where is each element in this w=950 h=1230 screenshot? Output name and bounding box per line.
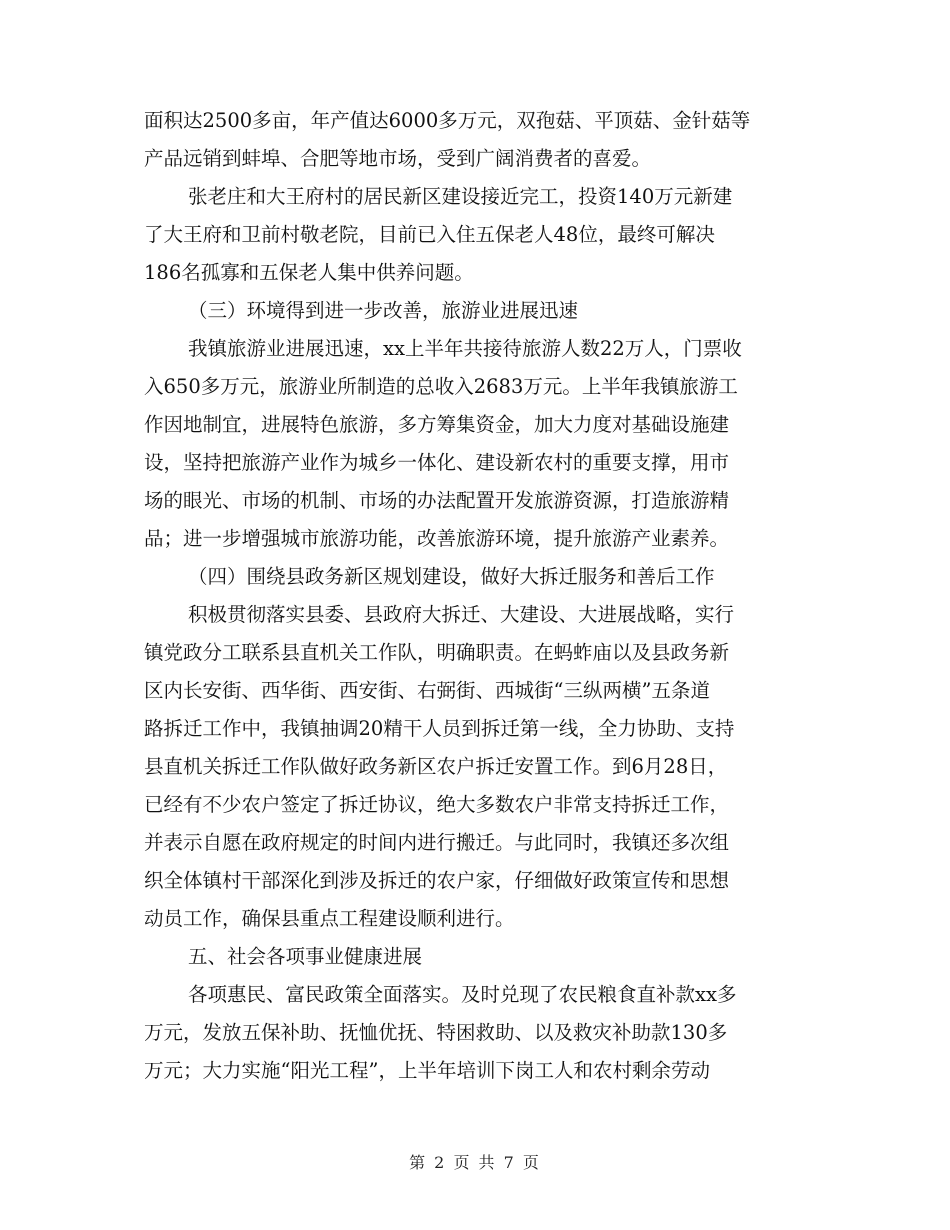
text-line: （三）环境得到进一步改善，旅游业进展迅速	[188, 299, 579, 322]
text-line: 织全体镇村干部深化到涉及拆迁的农户家，仔细做好政策宣传和思想	[144, 869, 730, 892]
text-line: 动员工作，确保县重点工程建设顺利进行。	[144, 907, 515, 930]
text-line: 场的眼光、市场的机制、市场的办法配置开发旅游资源，打造旅游精	[144, 489, 730, 512]
document-body	[144, 102, 808, 1090]
text-line: 路拆迁工作中，我镇抽调20精干人员到拆迁第一线，全力协助、支持	[144, 717, 735, 740]
text-line: 了大王府和卫前村敬老院，目前已入住五保老人48位，最终可解决	[144, 223, 715, 246]
text-line: 万元，发放五保补助、抚恤优抚、特困救助、以及救灾补助款130多	[144, 1021, 728, 1044]
text-line: 万元；大力实施“阳光工程”，上半年培训下岗工人和农村剩余劳动	[144, 1059, 710, 1082]
text-line: 面积达2500多亩，年产值达6000多万元，双孢菇、平顶菇、金针菇等	[144, 109, 751, 132]
text-line: 我镇旅游业进展迅速，xx上半年共接待旅游人数22万人，门票收	[188, 337, 742, 360]
text-line: 已经有不少农户签定了拆迁协议，绝大多数农户非常支持拆迁工作，	[144, 793, 730, 816]
text-line: 区内长安街、西华街、西安街、右弼街、西城街“三纵两横”五条道	[144, 679, 710, 702]
text-line: 作因地制宜，进展特色旅游，多方筹集资金，加大力度对基础设施建	[144, 413, 730, 436]
text-line: （四）围绕县政务新区规划建设，做好大拆迁服务和善后工作	[188, 565, 715, 588]
text-line: 张老庄和大王府村的居民新区建设接近完工，投资140万元新建	[188, 185, 733, 208]
text-line: 各项惠民、富民政策全面落实。及时兑现了农民粮食直补款xx多	[188, 983, 737, 1006]
text-line: 品；进一步增强城市旅游功能，改善旅游环境，提升旅游产业素养。	[144, 527, 730, 550]
text-line: 县直机关拆迁工作队做好政务新区农户拆迁安置工作。到6月28日，	[144, 755, 728, 778]
text-line: 五、社会各项事业健康进展	[188, 945, 423, 968]
text-line: 设，坚持把旅游产业作为城乡一体化、建设新农村的重要支撑，用市	[144, 451, 730, 474]
text-line: 并表示自愿在政府规定的时间内进行搬迁。与此同时，我镇还多次组	[144, 831, 730, 854]
text-line: 入650多万元，旅游业所制造的总收入2683万元。上半年我镇旅游工	[144, 375, 738, 398]
page-footer: 第 2 页 共 7 页	[409, 1153, 541, 1172]
text-line: 镇党政分工联系县直机关工作队，明确职责。在蚂蚱庙以及县政务新	[144, 641, 730, 664]
text-line: 186名孤寡和五保老人集中供养问题。	[144, 261, 474, 284]
text-line: 积极贯彻落实县委、县政府大拆迁、大建设、大进展战略，实行	[188, 603, 735, 626]
text-line: 产品远销到蚌埠、合肥等地市场，受到广阔消费者的喜爱。	[144, 147, 652, 170]
